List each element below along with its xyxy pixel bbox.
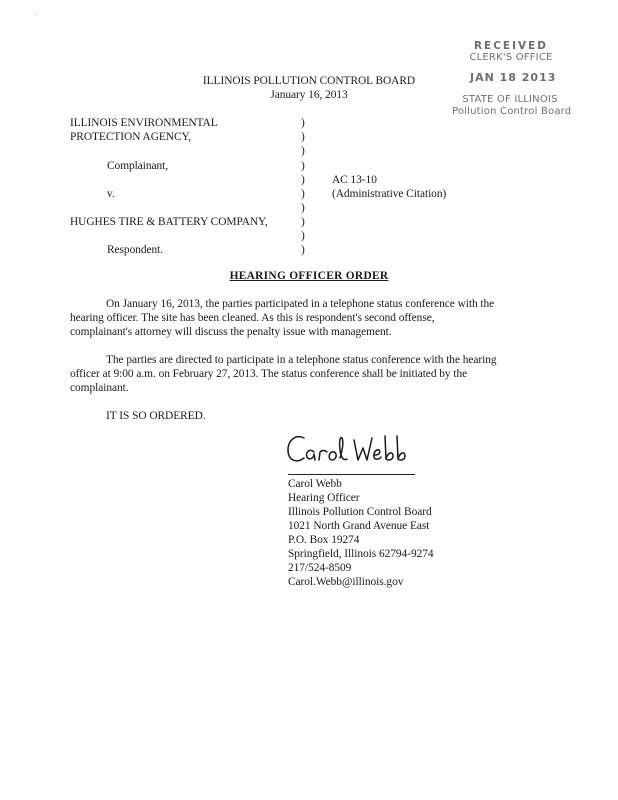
respondent-name: HUGHES TIRE & BATTERY COMPANY, <box>70 216 268 228</box>
scan-speck <box>36 14 37 15</box>
signer-phone: 217/524-8509 <box>288 562 352 574</box>
signer-board: Illinois Pollution Control Board <box>288 506 432 518</box>
caption-paren: ) <box>301 117 305 129</box>
paragraph-1-line-1: On January 16, 2013, the parties participated in a telephone status conference with the <box>106 298 495 310</box>
signer-name: Carol Webb <box>288 478 342 490</box>
paragraph-1-line-2: hearing officer. The site has been cleaned. As this is respondent's second offense, <box>70 312 435 324</box>
complainant-name-line2: PROTECTION AGENCY, <box>70 131 192 143</box>
caption-paren: ) <box>301 174 305 186</box>
received-stamp <box>456 40 566 64</box>
signer-email: Carol.Webb@illinois.gov <box>288 576 404 588</box>
paragraph-2-line-2: officer at 9:00 a.m. on February 27, 2013. The status conference shall be initiated by the <box>70 368 468 380</box>
paragraph-2-line-3: complainant. <box>70 382 129 394</box>
stamp-date: JAN 18 2013 <box>470 71 557 84</box>
stamp-received: RECEIVED <box>473 40 549 52</box>
complainant-name-line1: ILLINOIS ENVIRONMENTAL <box>70 117 218 129</box>
order-date: January 16, 2013 <box>270 89 348 101</box>
stamp-state-block <box>452 94 572 118</box>
paragraph-2-line-1: The parties are directed to participate in a telephone status conference with the hearing <box>106 354 497 366</box>
case-type: (Administrative Citation) <box>332 188 447 200</box>
stamp-board: Pollution Control Board <box>452 106 572 117</box>
signer-po-box: P.O. Box 19274 <box>288 534 360 546</box>
caption-paren: ) <box>301 216 305 228</box>
caption-paren: ) <box>301 230 305 242</box>
case-number: AC 13-10 <box>332 174 377 186</box>
stamp-clerks-office: CLERK'S OFFICE <box>469 52 553 63</box>
caption-paren: ) <box>301 202 305 214</box>
versus: v. <box>107 188 115 200</box>
respondent-role: Respondent. <box>107 244 164 256</box>
paragraph-1-line-3: complainant's attorney will discuss the penalty issue with management. <box>70 326 392 338</box>
complainant-role: Complainant, <box>107 160 169 172</box>
signature-line <box>288 474 415 475</box>
caption-paren: ) <box>301 145 305 157</box>
so-ordered: IT IS SO ORDERED. <box>106 410 206 422</box>
handwritten-signature <box>284 428 414 472</box>
signer-title: Hearing Officer <box>288 492 360 504</box>
caption-paren: ) <box>301 244 305 256</box>
order-title: HEARING OFFICER ORDER <box>229 270 389 282</box>
stamp-state: STATE OF ILLINOIS <box>462 94 558 105</box>
signer-city: Springfield, Illinois 62794-9274 <box>288 548 434 560</box>
caption-paren: ) <box>301 131 305 143</box>
caption-paren: ) <box>301 188 305 200</box>
signer-street: 1021 North Grand Avenue East <box>288 520 430 532</box>
agency-heading: ILLINOIS POLLUTION CONTROL BOARD <box>202 75 416 87</box>
caption-paren: ) <box>301 160 305 172</box>
